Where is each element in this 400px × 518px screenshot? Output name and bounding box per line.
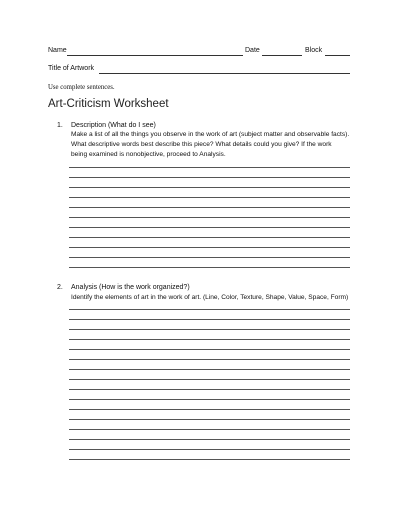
section-2-title: Analysis (How is the work organized?) [71,284,190,291]
writing-line [69,459,350,460]
title-of-artwork-label: Title of Artwork [48,65,95,72]
writing-line [69,257,350,258]
writing-line [69,359,350,360]
section-1-prompt-line: being examined is nonobjective, proceed to Analysis. [71,151,226,158]
writing-line [69,369,350,370]
writing-line [69,267,350,268]
writing-line [69,439,350,440]
writing-line [69,449,350,450]
instruction-text: Use complete sentences. [48,84,115,91]
date-label: Date [245,47,260,54]
section-2-prompt-line: Identify the elements of art in the work of art. (Line, Color, Texture, Shape, Value, Space, Form) [71,294,349,301]
section-1-title: Description (What do I see) [71,122,156,129]
writing-line [69,309,350,310]
section-2-number: 2. [57,284,63,291]
writing-line [69,389,350,390]
section-1-number: 1. [57,122,63,129]
writing-line [69,319,350,320]
writing-line [69,339,350,340]
writing-line [69,177,350,178]
worksheet-title: Art-Criticism Worksheet [48,98,169,110]
block-field[interactable] [325,55,350,56]
writing-line [69,329,350,330]
writing-line [69,197,350,198]
section-1-prompt-line: What descriptive words best describe this piece? What details could you give? If the work [71,141,332,148]
writing-line [69,227,350,228]
writing-line [69,167,350,168]
writing-line [69,409,350,410]
writing-line [69,187,350,188]
writing-line [69,399,350,400]
title-of-artwork-field[interactable] [99,73,350,74]
writing-line [69,419,350,420]
block-label: Block [305,47,323,54]
writing-line [69,429,350,430]
writing-line [69,217,350,218]
section-1-prompt-line: Make a list of all the things you observe in the work of art (subject matter and observable facts). [71,131,350,138]
name-label: Name [48,47,67,54]
writing-line [69,237,350,238]
writing-line [69,247,350,248]
writing-line [69,349,350,350]
writing-line [69,207,350,208]
date-field[interactable] [262,55,302,56]
name-field[interactable] [67,55,243,56]
writing-line [69,379,350,380]
